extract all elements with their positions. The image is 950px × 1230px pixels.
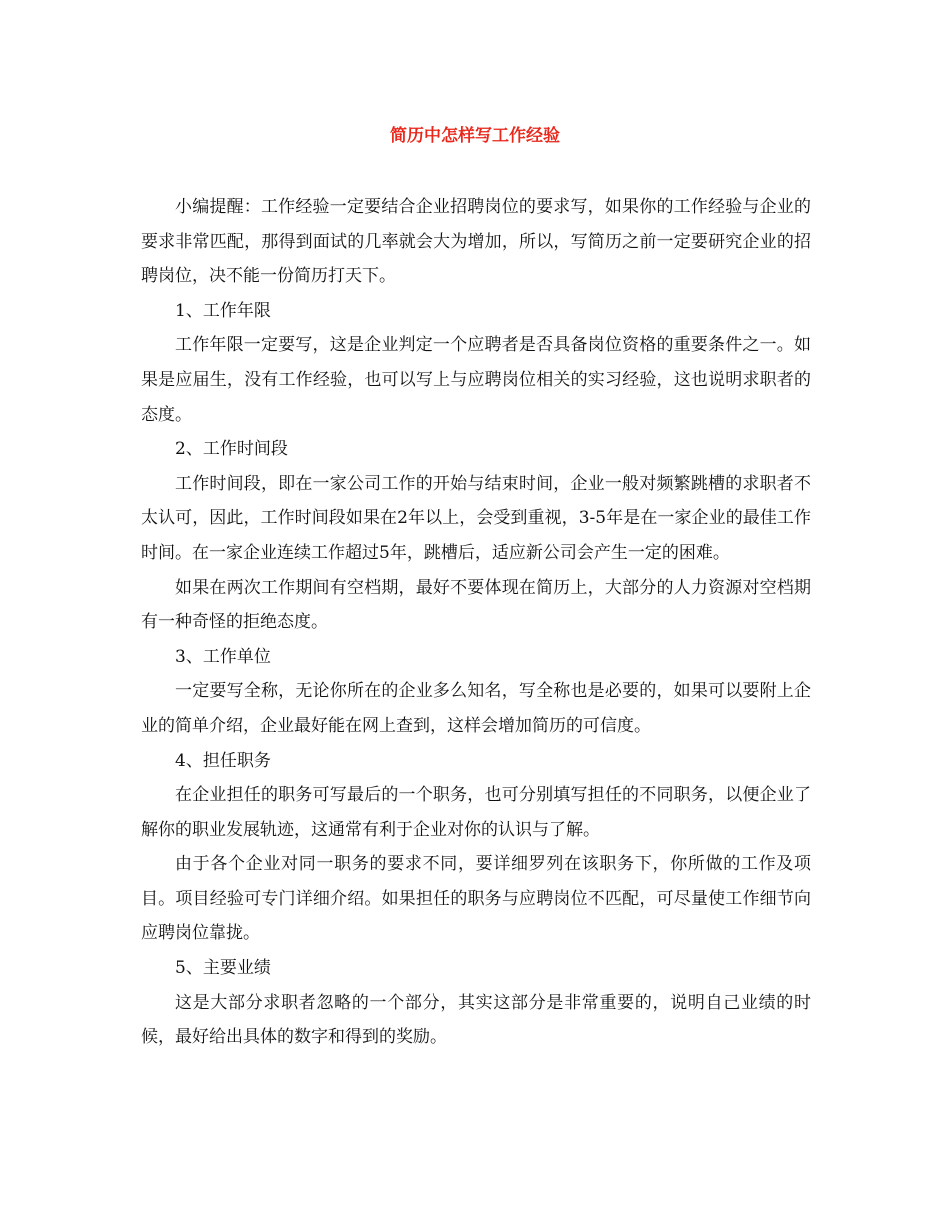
section-heading-work-period: 2、工作时间段 bbox=[175, 439, 288, 460]
section-heading-achievements: 5、主要业绩 bbox=[175, 958, 271, 979]
paragraph-intro: 小编提醒：工作经验一定要结合企业招聘岗位的要求写，如果你的工作经验与企业的要求非常匹配，那得到面试的几率就会大为增加，所以，写简历之前一定要研究企业的招聘岗位，决不能一份简历打天下。 bbox=[141, 197, 811, 287]
paragraph-gap-period: 如果在两次工作期间有空档期，最好不要体现在简历上，大部分的人力资源对空档期有一种奇怪的拒绝态度。 bbox=[141, 577, 811, 633]
paragraph-achievements: 这是大部分求职者忽略的一个部分，其实这部分是非常重要的，说明自己业绩的时候，最好给出具体的数字和得到的奖励。 bbox=[141, 992, 811, 1048]
paragraph-employer: 一定要写全称，无论你所在的企业多么知名，写全称也是必要的，如果可以要附上企业的简单介绍，企业最好能在网上查到，这样会增加简历的可信度。 bbox=[141, 681, 811, 736]
document-title: 简历中怎样写工作经验 bbox=[390, 126, 560, 146]
section-heading-position: 4、担任职务 bbox=[175, 750, 271, 771]
paragraph-position-details: 由于各个企业对同一职务的要求不同，要详细罗列在该职务下，你所做的工作及项目。项目经验可专门详细介绍。如果担任的职务与应聘岗位不匹配，可尽量使工作细节向应聘岗位靠拢。 bbox=[141, 854, 811, 944]
section-heading-employer: 3、工作单位 bbox=[175, 646, 271, 667]
paragraph-work-period: 工作时间段，即在一家公司工作的开始与结束时间，企业一般对频繁跳槽的求职者不太认可，因此，工作时间段如果在2年以上，会受到重视，3-5年是在一家企业的最佳工作时间。在一家企业连续工作超过5年，跳槽后，适应新公司会产生一定的困难。 bbox=[141, 473, 811, 563]
document-body bbox=[141, 190, 811, 1055]
section-heading-work-years: 1、工作年限 bbox=[175, 300, 271, 321]
paragraph-work-years: 工作年限一定要写，这是企业判定一个应聘者是否具备岗位资格的重要条件之一。如果是应届生，没有工作经验，也可以写上与应聘岗位相关的实习经验，这也说明求职者的态度。 bbox=[141, 335, 811, 425]
paragraph-position: 在企业担任的职务可写最后的一个职务，也可分别填写担任的不同职务，以便企业了解你的职业发展轨迹，这通常有利于企业对你的认识与了解。 bbox=[141, 785, 811, 840]
